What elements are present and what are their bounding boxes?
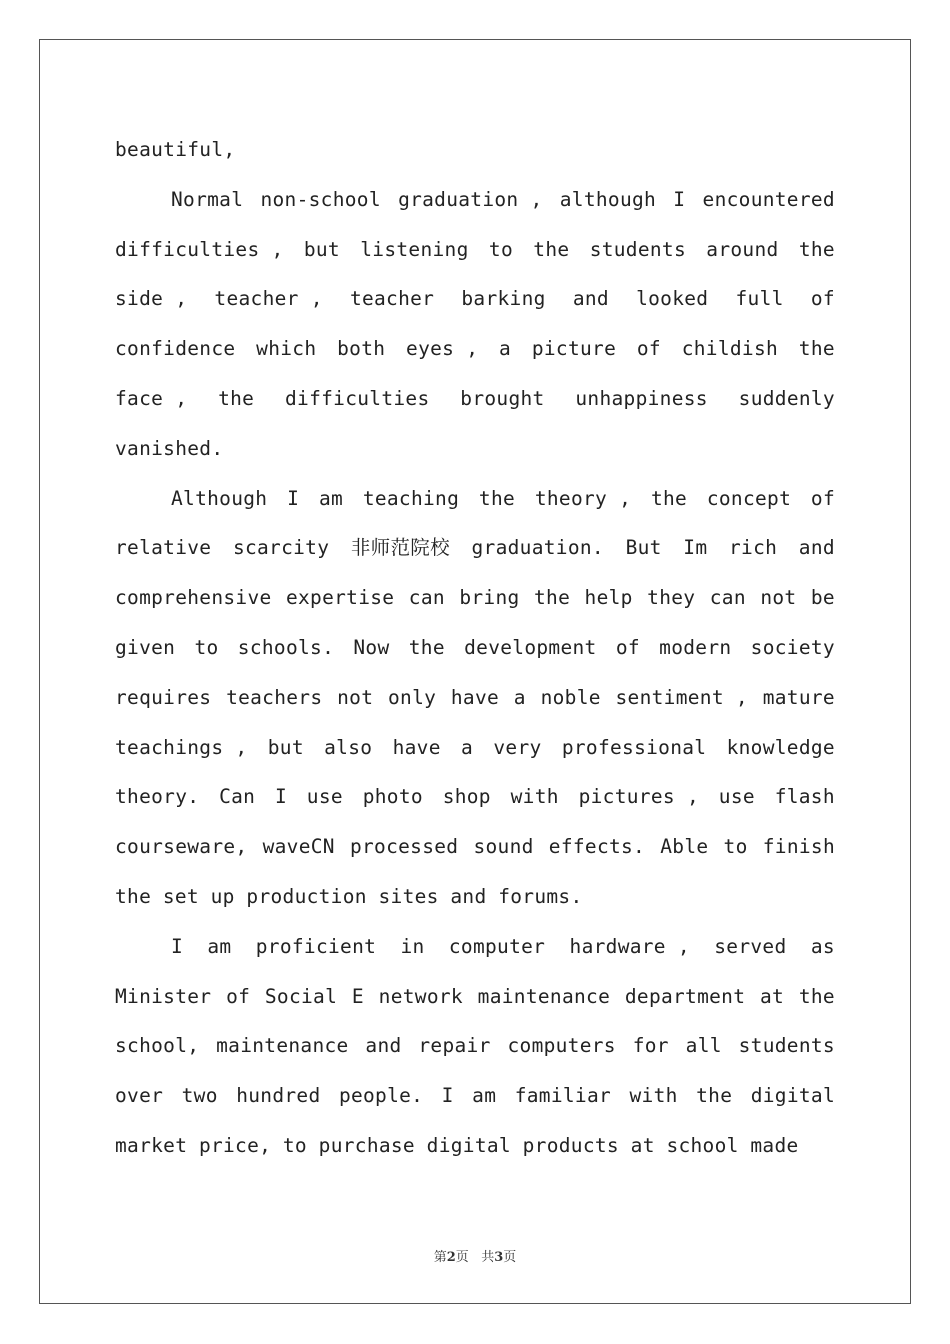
word: teaching bbox=[362, 486, 460, 510]
text-line bbox=[115, 573, 835, 623]
word: people. bbox=[338, 1084, 424, 1108]
word: picture bbox=[531, 337, 617, 361]
word: but bbox=[303, 237, 340, 261]
word: courseware, bbox=[115, 835, 248, 859]
word: looked bbox=[636, 287, 709, 311]
word: I bbox=[441, 1084, 454, 1108]
word: teachers bbox=[226, 685, 323, 709]
word: production bbox=[246, 884, 367, 908]
word: as bbox=[810, 934, 835, 958]
word: not bbox=[760, 586, 797, 610]
word: the bbox=[696, 1084, 733, 1108]
word: maintenance bbox=[477, 984, 611, 1008]
text-line bbox=[115, 274, 835, 324]
word: and bbox=[450, 884, 487, 908]
word: up bbox=[210, 884, 235, 908]
word: the bbox=[798, 337, 835, 361]
word: of bbox=[226, 984, 251, 1008]
word: students bbox=[589, 237, 687, 261]
word: can bbox=[408, 586, 445, 610]
page-footer bbox=[0, 1246, 950, 1265]
word: both bbox=[337, 337, 386, 361]
word: But bbox=[625, 536, 662, 560]
word: unhappiness bbox=[575, 386, 708, 410]
word: and bbox=[798, 536, 835, 560]
word: the bbox=[408, 635, 445, 659]
text-line bbox=[115, 374, 835, 424]
word: only bbox=[387, 685, 437, 709]
word: the bbox=[798, 237, 835, 261]
word: development bbox=[464, 635, 597, 659]
text-line bbox=[115, 623, 835, 673]
word: rich bbox=[729, 536, 778, 560]
word: childish bbox=[681, 337, 779, 361]
word: to bbox=[723, 835, 748, 859]
word: products bbox=[522, 1133, 619, 1157]
word: sentiment , bbox=[615, 685, 748, 709]
word: face , bbox=[115, 386, 188, 410]
word: made bbox=[750, 1133, 799, 1157]
word: I bbox=[673, 187, 686, 211]
word: served bbox=[714, 934, 787, 958]
word: mature bbox=[762, 685, 835, 709]
word: over bbox=[115, 1084, 164, 1108]
word: of bbox=[810, 287, 835, 311]
word: use bbox=[718, 785, 755, 809]
word: I bbox=[287, 486, 300, 510]
word: but bbox=[267, 735, 304, 759]
word: at bbox=[630, 1133, 655, 1157]
word: a bbox=[513, 685, 526, 709]
word: with bbox=[629, 1084, 678, 1108]
word: and bbox=[572, 287, 609, 311]
word: maintenance bbox=[216, 1034, 349, 1058]
text-line bbox=[115, 922, 835, 972]
word: society bbox=[750, 635, 835, 659]
word: given bbox=[115, 635, 176, 659]
word: of bbox=[615, 635, 640, 659]
word: forums. bbox=[498, 884, 583, 908]
word: relative bbox=[115, 536, 212, 560]
word: the bbox=[798, 984, 835, 1008]
word: theory , bbox=[534, 486, 632, 510]
word: the bbox=[533, 237, 570, 261]
word: the bbox=[533, 586, 571, 610]
word: the bbox=[478, 486, 516, 510]
word: waveCN bbox=[262, 835, 335, 859]
word: also bbox=[324, 735, 373, 759]
word: photo bbox=[362, 785, 423, 809]
word: Social bbox=[264, 984, 338, 1008]
word: department bbox=[624, 984, 746, 1008]
word: in bbox=[400, 934, 425, 958]
word: price, bbox=[198, 1133, 272, 1157]
word: listening bbox=[360, 237, 469, 261]
text-line bbox=[115, 723, 835, 773]
word: purchase bbox=[318, 1133, 415, 1157]
text-line bbox=[115, 822, 835, 872]
word: school, bbox=[115, 1034, 200, 1058]
word: set bbox=[162, 884, 199, 908]
word: have bbox=[392, 735, 441, 759]
text-line bbox=[115, 324, 835, 374]
text-line bbox=[115, 972, 835, 1022]
word: can bbox=[709, 586, 746, 610]
word: they bbox=[647, 586, 696, 610]
word: repair bbox=[418, 1034, 491, 1058]
text-line bbox=[115, 1121, 835, 1171]
paragraph bbox=[115, 175, 835, 474]
word: requires bbox=[115, 685, 212, 709]
word: modern bbox=[659, 635, 732, 659]
word: E bbox=[351, 984, 364, 1008]
word: school bbox=[666, 1133, 739, 1157]
word: although bbox=[559, 187, 657, 211]
word: shop bbox=[442, 785, 491, 809]
word: and bbox=[365, 1034, 402, 1058]
word: network bbox=[378, 984, 463, 1008]
word: professional bbox=[561, 735, 707, 759]
word: digital bbox=[750, 1084, 835, 1108]
document-body bbox=[115, 125, 835, 1171]
word: two bbox=[181, 1084, 218, 1108]
word: theory. bbox=[115, 785, 200, 809]
word: proficient bbox=[255, 934, 377, 958]
total-pages-indicator: 共3页 bbox=[481, 1250, 517, 1265]
word: Im bbox=[683, 536, 708, 560]
page-indicator: 第2页 bbox=[433, 1250, 469, 1265]
word: have bbox=[450, 685, 500, 709]
text-line bbox=[115, 474, 835, 524]
word: Although bbox=[171, 486, 268, 510]
word: noble bbox=[540, 685, 601, 709]
word: the bbox=[115, 884, 152, 908]
word: non-school bbox=[260, 187, 381, 211]
word: not bbox=[337, 685, 374, 709]
text-line bbox=[115, 872, 835, 922]
word: to bbox=[282, 1133, 307, 1157]
word: be bbox=[810, 586, 835, 610]
word: am bbox=[318, 486, 344, 510]
word: of bbox=[810, 486, 835, 510]
word: schools. bbox=[237, 635, 335, 659]
word: digital bbox=[426, 1133, 511, 1157]
word: to bbox=[488, 237, 513, 261]
word: teachings , bbox=[115, 735, 248, 759]
text-line bbox=[115, 1021, 835, 1071]
word: the bbox=[650, 486, 688, 510]
word: which bbox=[256, 337, 317, 361]
word: processed bbox=[349, 835, 459, 859]
word: market bbox=[115, 1133, 188, 1157]
word: around bbox=[706, 237, 779, 261]
word: flash bbox=[774, 785, 835, 809]
word: pictures , bbox=[578, 785, 699, 809]
word: students bbox=[738, 1034, 835, 1058]
word: a bbox=[499, 337, 512, 361]
word: at bbox=[760, 984, 785, 1008]
word: hundred bbox=[236, 1084, 321, 1108]
word: vanished. bbox=[115, 436, 224, 460]
text-line bbox=[115, 772, 835, 822]
word: suddenly bbox=[738, 386, 835, 410]
word: of bbox=[636, 337, 661, 361]
word: teacher bbox=[349, 287, 435, 311]
word: graduation , bbox=[398, 187, 543, 211]
word: sites bbox=[378, 884, 439, 908]
text-line bbox=[115, 175, 835, 225]
word: Able bbox=[660, 835, 709, 859]
word: Minister bbox=[115, 984, 212, 1008]
word: effects. bbox=[548, 835, 646, 859]
word: to bbox=[194, 635, 219, 659]
word: difficulties bbox=[285, 386, 430, 410]
text-line bbox=[115, 424, 835, 474]
word: computer bbox=[448, 934, 546, 958]
word: sound bbox=[473, 835, 534, 859]
word: with bbox=[510, 785, 559, 809]
word: very bbox=[493, 735, 542, 759]
paragraph bbox=[115, 474, 835, 922]
word: help bbox=[584, 586, 633, 610]
word: use bbox=[306, 785, 343, 809]
word: for bbox=[632, 1034, 669, 1058]
word: Can bbox=[219, 785, 256, 809]
word: finish bbox=[762, 835, 835, 859]
text-line bbox=[115, 1071, 835, 1121]
text-line bbox=[115, 673, 835, 723]
word: scarcity bbox=[232, 536, 330, 560]
word: barking bbox=[461, 287, 546, 311]
text-line bbox=[115, 523, 835, 573]
word: hardware , bbox=[569, 934, 690, 958]
word: Normal bbox=[171, 187, 244, 211]
word: confidence bbox=[115, 337, 236, 361]
word: I bbox=[274, 785, 288, 809]
paragraph bbox=[115, 922, 835, 1171]
word: all bbox=[685, 1034, 722, 1058]
word: the bbox=[218, 386, 255, 410]
paragraph bbox=[115, 125, 835, 175]
word: am bbox=[472, 1084, 497, 1108]
word: concept bbox=[706, 486, 792, 510]
word: computers bbox=[507, 1034, 616, 1058]
word: teacher , bbox=[214, 287, 323, 311]
word: graduation. bbox=[471, 536, 604, 560]
word: beautiful, bbox=[115, 138, 236, 161]
word: a bbox=[461, 735, 474, 759]
word: comprehensive bbox=[115, 586, 272, 610]
word: familiar bbox=[514, 1084, 612, 1108]
word: 非师范院校 bbox=[350, 536, 450, 560]
word: difficulties , bbox=[115, 237, 284, 261]
word: eyes , bbox=[406, 337, 479, 361]
text-line bbox=[115, 125, 835, 175]
word: brought bbox=[460, 386, 545, 410]
word: expertise bbox=[285, 586, 395, 610]
word: side , bbox=[115, 287, 188, 311]
word: I bbox=[171, 934, 184, 958]
word: knowledge bbox=[726, 735, 835, 759]
word: am bbox=[207, 934, 232, 958]
text-line bbox=[115, 225, 835, 275]
word: bring bbox=[459, 586, 520, 610]
word: encountered bbox=[702, 187, 835, 211]
word: Now bbox=[353, 635, 390, 659]
word: full bbox=[735, 287, 784, 311]
